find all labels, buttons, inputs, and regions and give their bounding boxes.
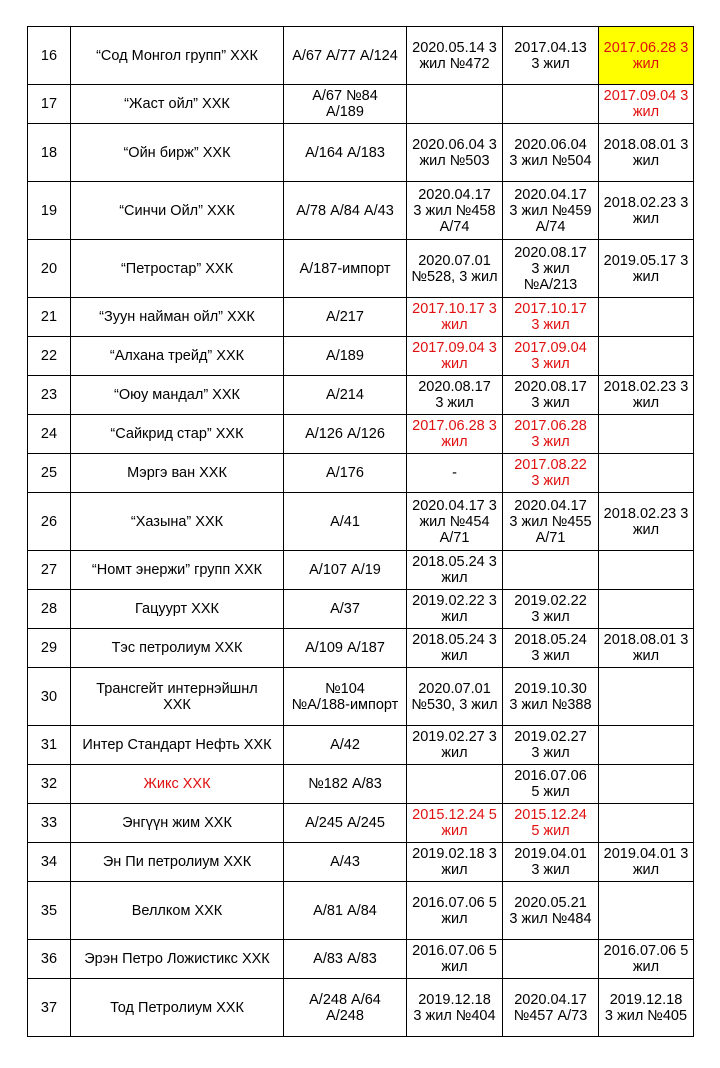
date-cell-2-text: 2020.04.17 3 жил №455 А/71: [509, 497, 592, 546]
table-row: [28, 85, 694, 124]
date-cell-2: [503, 454, 599, 493]
date-cell-2: [503, 882, 599, 940]
row-number: [28, 454, 71, 493]
row-number-text: 17: [40, 96, 58, 112]
company-name: [71, 85, 284, 124]
row-number: [28, 765, 71, 804]
table-row: [28, 27, 694, 85]
table-row: [28, 882, 694, 940]
date-cell-2: [503, 337, 599, 376]
row-number-text: 19: [40, 202, 58, 219]
date-cell-1-text: 2017.09.04 3 жил: [412, 340, 497, 372]
date-cell-2-text: 2017.04.13 3 жил: [514, 39, 587, 72]
license-numbers: [284, 182, 407, 240]
company-name-text: “Синчи Ойл” ХХК: [119, 202, 235, 219]
company-name: [71, 668, 284, 726]
date-cell-3: [599, 182, 694, 240]
date-cell-1: [407, 804, 503, 843]
row-number-text: 22: [40, 348, 58, 364]
date-cell-1: [407, 765, 503, 804]
date-cell-2: [503, 27, 599, 85]
license-numbers-text: А/164 А/183: [305, 144, 385, 161]
company-name-text: Тэс петролиум ХХК: [111, 640, 243, 656]
row-number-text: 24: [40, 426, 58, 442]
date-cell-1: [407, 726, 503, 765]
table-row: [28, 940, 694, 979]
date-cell-2: [503, 298, 599, 337]
license-numbers-text: А/245 А/245: [305, 815, 385, 831]
company-name-text: “Петростар” ХХК: [120, 260, 234, 277]
license-numbers-text: А/67 А/77 А/124: [292, 47, 398, 64]
table-row: [28, 124, 694, 182]
company-name-text: “Жаст ойл” ХХК: [124, 96, 230, 112]
date-cell-1-text: -: [452, 465, 457, 481]
row-number-text: 21: [40, 309, 58, 325]
date-cell-3: [599, 240, 694, 298]
table-row: [28, 376, 694, 415]
license-numbers: [284, 843, 407, 882]
license-numbers-text: А/217: [326, 309, 364, 325]
license-table: [27, 26, 694, 1037]
license-numbers-text: А/81 А/84: [313, 902, 377, 919]
table-row: [28, 337, 694, 376]
company-name-text: Эрэн Петро Ложистикс ХХК: [84, 951, 270, 967]
date-cell-2: [503, 726, 599, 765]
date-cell-2-text: 2020.08.17 3 жил №А/213: [514, 244, 587, 293]
row-number-text: 26: [40, 513, 58, 530]
date-cell-1: [407, 454, 503, 493]
company-name: [71, 376, 284, 415]
date-cell-1: [407, 551, 503, 590]
company-name-text: “Сод Монгол групп” ХХК: [96, 47, 258, 64]
date-cell-3: [599, 493, 694, 551]
company-name-text: Интер Стандарт Нефть ХХК: [82, 737, 272, 753]
license-numbers: [284, 85, 407, 124]
date-cell-1: [407, 940, 503, 979]
company-name: [71, 298, 284, 337]
date-cell-2: [503, 590, 599, 629]
table-row: [28, 298, 694, 337]
date-cell-2-text: 2019.10.30 3 жил №388: [509, 680, 592, 713]
date-cell-3: [599, 940, 694, 979]
license-numbers-text: А/83 А/83: [313, 951, 377, 967]
date-cell-1-text: 2019.12.18 3 жил №404: [413, 991, 496, 1024]
date-cell-3-text: 2018.08.01 3 жил: [603, 632, 689, 664]
table-row: [28, 493, 694, 551]
date-cell-3-text: 2018.08.01 3 жил: [603, 136, 689, 169]
date-cell-3-text: 2019.05.17 3 жил: [603, 252, 689, 285]
date-cell-2-text: 2020.04.17 №457 А/73: [513, 991, 588, 1024]
company-name: [71, 454, 284, 493]
row-number-text: 18: [40, 144, 58, 161]
date-cell-3: [599, 298, 694, 337]
row-number: [28, 940, 71, 979]
company-name: [71, 337, 284, 376]
date-cell-3: [599, 726, 694, 765]
company-name: [71, 182, 284, 240]
date-cell-3-text: 2016.07.06 5 жил: [603, 943, 689, 975]
row-number-text: 20: [40, 260, 58, 277]
license-numbers-text: А/78 А/84 А/43: [296, 202, 394, 219]
row-number: [28, 804, 71, 843]
row-number-text: 25: [40, 465, 58, 481]
date-cell-2-text: 2017.09.04 3 жил: [514, 340, 587, 372]
license-numbers: [284, 979, 407, 1037]
company-name-text: “Номт энержи” групп ХХК: [91, 562, 263, 578]
table-row: [28, 668, 694, 726]
date-cell-1-text: 2018.05.24 3 жил: [412, 554, 497, 586]
date-cell-1-text: 2020.04.17 3 жил №458 А/74: [413, 186, 496, 235]
date-cell-2: [503, 376, 599, 415]
table-row: [28, 182, 694, 240]
date-cell-1-text: 2016.07.06 5 жил: [412, 943, 497, 975]
date-cell-3-text: 2017.09.04 3 жил: [603, 88, 689, 120]
date-cell-3-text: 2018.02.23 3 жил: [603, 379, 689, 411]
license-numbers: [284, 27, 407, 85]
company-name: [71, 590, 284, 629]
date-cell-1: [407, 85, 503, 124]
date-cell-3: [599, 590, 694, 629]
row-number-text: 35: [40, 902, 58, 919]
date-cell-2-text: 2020.04.17 3 жил №459 А/74: [509, 186, 592, 235]
row-number-text: 31: [40, 737, 58, 753]
license-numbers-text: А/248 А/64 А/248: [309, 991, 381, 1024]
table-row: [28, 726, 694, 765]
license-numbers: [284, 376, 407, 415]
date-cell-2: [503, 124, 599, 182]
table-row: [28, 454, 694, 493]
row-number-text: 36: [40, 951, 58, 967]
company-name: [71, 629, 284, 668]
row-number-text: 32: [40, 776, 58, 792]
date-cell-2-text: 2015.12.24 5 жил: [514, 807, 587, 839]
row-number: [28, 493, 71, 551]
row-number-text: 30: [40, 688, 58, 705]
row-number: [28, 629, 71, 668]
license-numbers-text: А/176: [326, 465, 364, 481]
company-name-text: “Хазына” ХХК: [130, 513, 224, 530]
date-cell-3-text: 2017.06.28 3 жил: [603, 39, 689, 72]
date-cell-2-text: 2019.02.22 3 жил: [514, 593, 587, 625]
date-cell-2: [503, 979, 599, 1037]
row-number-text: 23: [40, 387, 58, 403]
date-cell-3: [599, 85, 694, 124]
row-number: [28, 843, 71, 882]
date-cell-1: [407, 493, 503, 551]
date-cell-3: [599, 843, 694, 882]
date-cell-1: [407, 240, 503, 298]
date-cell-2: [503, 551, 599, 590]
company-name-text: “Оюу мандал” ХХК: [114, 387, 240, 403]
date-cell-3: [599, 882, 694, 940]
date-cell-2-text: 2019.02.27 3 жил: [514, 729, 587, 761]
date-cell-2: [503, 668, 599, 726]
date-cell-1-text: 2020.05.14 3 жил №472: [412, 39, 497, 72]
license-numbers-text: А/41: [330, 513, 360, 530]
date-cell-1-text: 2020.08.17 3 жил: [418, 379, 491, 411]
license-numbers: [284, 765, 407, 804]
date-cell-2: [503, 629, 599, 668]
row-number-text: 29: [40, 640, 58, 656]
date-cell-2-text: 2019.04.01 3 жил: [514, 846, 587, 878]
license-numbers: [284, 668, 407, 726]
date-cell-3: [599, 668, 694, 726]
date-cell-2-text: 2020.05.21 3 жил №484: [509, 894, 592, 927]
date-cell-1-text: 2016.07.06 5 жил: [412, 894, 497, 927]
company-name-text: “Ойн бирж” ХХК: [123, 144, 231, 161]
date-cell-3: [599, 979, 694, 1037]
license-numbers-text: А/187-импорт: [299, 260, 391, 277]
date-cell-1-text: 2017.06.28 3 жил: [412, 418, 497, 450]
company-name-text: “Алхана трейд” ХХК: [109, 348, 245, 364]
company-name: [71, 882, 284, 940]
table-row: [28, 765, 694, 804]
row-number-text: 33: [40, 815, 58, 831]
license-numbers-text: А/67 №84 А/189: [312, 88, 378, 120]
license-numbers: [284, 940, 407, 979]
company-name-text: “Зуун найман ойл” ХХК: [99, 309, 255, 325]
table-row: [28, 551, 694, 590]
date-cell-1-text: 2020.06.04 3 жил №503: [412, 136, 497, 169]
license-numbers-text: А/37: [330, 601, 360, 617]
date-cell-2-text: 2017.08.22 3 жил: [514, 457, 587, 489]
license-numbers: [284, 726, 407, 765]
company-name: [71, 240, 284, 298]
license-numbers-text: А/107 А/19: [309, 562, 381, 578]
license-numbers: [284, 882, 407, 940]
license-numbers: [284, 629, 407, 668]
company-name-text: Гацуурт ХХК: [135, 601, 219, 617]
company-name: [71, 415, 284, 454]
date-cell-1-text: 2018.05.24 3 жил: [412, 632, 497, 664]
date-cell-1: [407, 843, 503, 882]
table-row: [28, 415, 694, 454]
company-name-text: Тод Петролиум ХХК: [110, 999, 244, 1016]
date-cell-2: [503, 940, 599, 979]
date-cell-3-text: 2018.02.23 3 жил: [603, 194, 689, 227]
date-cell-2: [503, 493, 599, 551]
license-numbers: [284, 454, 407, 493]
row-number: [28, 882, 71, 940]
date-cell-2-text: 2017.06.28 3 жил: [514, 418, 587, 450]
date-cell-1: [407, 376, 503, 415]
date-cell-2: [503, 85, 599, 124]
date-cell-1-text: 2015.12.24 5 жил: [412, 807, 497, 839]
date-cell-2: [503, 765, 599, 804]
row-number: [28, 668, 71, 726]
table-row: [28, 979, 694, 1037]
company-name: [71, 765, 284, 804]
row-number: [28, 337, 71, 376]
date-cell-1: [407, 182, 503, 240]
license-numbers: [284, 337, 407, 376]
row-number: [28, 551, 71, 590]
date-cell-3: [599, 804, 694, 843]
table-row: [28, 804, 694, 843]
company-name-text: Энгүүн жим ХХК: [122, 815, 232, 831]
row-number: [28, 298, 71, 337]
date-cell-1: [407, 590, 503, 629]
date-cell-2: [503, 804, 599, 843]
date-cell-2-text: 2020.08.17 3 жил: [514, 379, 587, 411]
company-name-text: Трансгейт интернэйшнл ХХК: [96, 680, 258, 713]
license-numbers: [284, 551, 407, 590]
company-name: [71, 843, 284, 882]
date-cell-1: [407, 629, 503, 668]
table-row: [28, 843, 694, 882]
date-cell-2-text: 2020.06.04 3 жил №504: [509, 136, 592, 169]
row-number: [28, 376, 71, 415]
row-number: [28, 85, 71, 124]
date-cell-1: [407, 415, 503, 454]
company-name: [71, 804, 284, 843]
row-number: [28, 240, 71, 298]
date-cell-1-text: 2019.02.22 3 жил: [412, 593, 497, 625]
date-cell-1-text: 2020.07.01 №528, 3 жил: [411, 252, 498, 285]
license-numbers: [284, 590, 407, 629]
date-cell-1-text: 2019.02.27 3 жил: [412, 729, 497, 761]
license-numbers-text: А/42: [330, 737, 360, 753]
row-number-text: 37: [40, 999, 58, 1016]
date-cell-2: [503, 843, 599, 882]
license-numbers-text: А/43: [330, 854, 360, 870]
company-name: [71, 551, 284, 590]
row-number-text: 28: [40, 601, 58, 617]
company-name-text: “Сайкрид стар” ХХК: [110, 426, 244, 442]
date-cell-3: [599, 376, 694, 415]
license-numbers-text: А/189: [326, 348, 364, 364]
date-cell-3-text: 2019.12.18 3 жил №405: [604, 991, 688, 1024]
date-cell-2-text: 2016.07.06 5 жил: [514, 768, 587, 800]
date-cell-1-text: 2020.07.01 №530, 3 жил: [411, 680, 498, 713]
license-numbers-text: №182 А/83: [308, 776, 382, 792]
license-numbers-text: А/214: [326, 387, 364, 403]
date-cell-2-text: 2018.05.24 3 жил: [514, 632, 587, 664]
table-row: [28, 629, 694, 668]
date-cell-2: [503, 415, 599, 454]
date-cell-3: [599, 415, 694, 454]
row-number: [28, 590, 71, 629]
date-cell-3: [599, 337, 694, 376]
company-name-text: Мэргэ ван ХХК: [127, 465, 227, 481]
date-cell-3-text: 2019.04.01 3 жил: [603, 846, 689, 878]
company-name: [71, 940, 284, 979]
license-numbers: [284, 240, 407, 298]
company-name: [71, 27, 284, 85]
license-numbers-text: А/109 А/187: [305, 640, 385, 656]
date-cell-1: [407, 124, 503, 182]
date-cell-1-text: 2017.10.17 3 жил: [412, 301, 497, 333]
date-cell-3: [599, 551, 694, 590]
license-table-body: [28, 27, 694, 1037]
date-cell-3: [599, 124, 694, 182]
row-number: [28, 124, 71, 182]
date-cell-1-text: 2020.04.17 3 жил №454 А/71: [412, 497, 497, 546]
date-cell-3: [599, 454, 694, 493]
date-cell-2: [503, 240, 599, 298]
document-page: [27, 26, 694, 1037]
license-numbers-text: А/126 А/126: [305, 426, 385, 442]
row-number: [28, 27, 71, 85]
company-name-text: Эн Пи петролиум ХХК: [102, 854, 252, 870]
license-numbers: [284, 493, 407, 551]
date-cell-1: [407, 668, 503, 726]
date-cell-1: [407, 298, 503, 337]
date-cell-3: [599, 765, 694, 804]
license-numbers: [284, 298, 407, 337]
date-cell-2-text: 2017.10.17 3 жил: [514, 301, 587, 333]
date-cell-3: [599, 629, 694, 668]
table-row: [28, 240, 694, 298]
row-number-text: 27: [40, 562, 58, 578]
date-cell-1: [407, 337, 503, 376]
row-number: [28, 182, 71, 240]
date-cell-1: [407, 882, 503, 940]
date-cell-2: [503, 182, 599, 240]
license-numbers: [284, 804, 407, 843]
company-name: [71, 726, 284, 765]
date-cell-3: [599, 27, 694, 85]
date-cell-1: [407, 27, 503, 85]
license-numbers-text: №104 №А/188-импорт: [291, 680, 399, 713]
row-number: [28, 979, 71, 1037]
license-numbers: [284, 415, 407, 454]
license-numbers: [284, 124, 407, 182]
company-name: [71, 124, 284, 182]
row-number-text: 16: [40, 47, 58, 64]
company-name-text: Веллком ХХК: [131, 902, 223, 919]
company-name: [71, 493, 284, 551]
date-cell-1-text: 2019.02.18 3 жил: [412, 846, 497, 878]
company-name-text: Жикс ХХК: [143, 776, 211, 792]
table-row: [28, 590, 694, 629]
row-number: [28, 415, 71, 454]
row-number-text: 34: [40, 854, 58, 870]
row-number: [28, 726, 71, 765]
date-cell-1: [407, 979, 503, 1037]
company-name: [71, 979, 284, 1037]
date-cell-3-text: 2018.02.23 3 жил: [603, 505, 689, 538]
